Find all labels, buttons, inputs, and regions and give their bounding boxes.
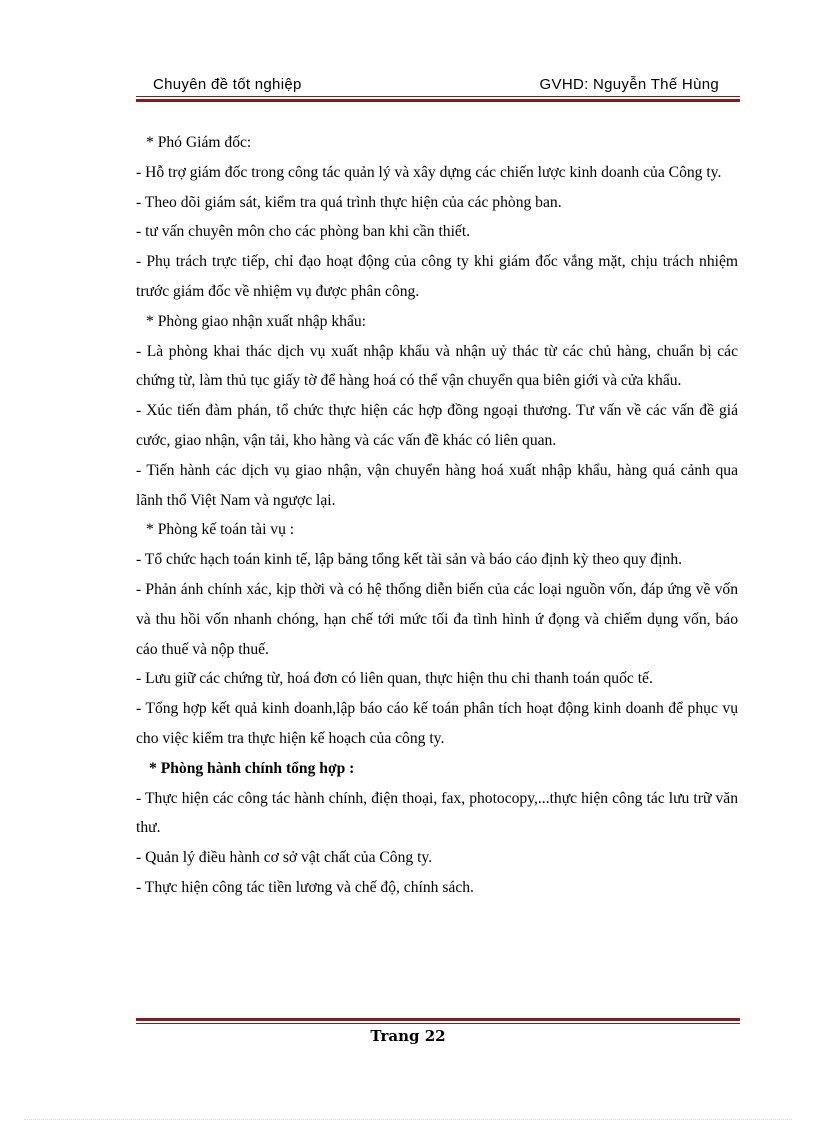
page-edge-divider: [24, 1119, 792, 1120]
list-item: - Lưu giữ các chứng từ, hoá đơn có liên quan, thực hiện thu chi thanh toán quốc tế.: [136, 670, 653, 688]
list-item: - Là phòng khai thác dịch vụ xuất nhập khẩu và nhận uỷ thác từ các chủ hàng, chuẩn bị các chứng từ, làm thủ tục giấy tờ để hàng hoá có thể vận chuyển qua biên giới và cửa khẩu.: [136, 342, 738, 390]
list-item: - Phản ánh chính xác, kịp thời và có hệ thống diễn biến của các loại nguồn vốn, đáp ứng về vốn và thu hồi vốn nhanh chóng, hạn chế tới mức tối đa tình hình ứ đọng và chiếm dụng vốn, báo cáo thuế và nộp thuế.: [136, 580, 738, 658]
section-heading-phong-giao-nhan: * Phòng giao nhận xuất nhập khẩu:: [146, 312, 367, 330]
list-item: - Tiến hành các dịch vụ giao nhận, vận chuyển hàng hoá xuất nhập khẩu, hàng quá cảnh qua lãnh thổ Việt Nam và ngược lại.: [136, 461, 738, 509]
list-item: - Theo dõi giám sát, kiểm tra quá trình thực hiện của các phòng ban.: [136, 193, 562, 211]
list-item: - Quản lý điều hành cơ sở vật chất của Công ty.: [136, 849, 433, 867]
header-supervisor: GVHD: Nguyễn Thế Hùng: [539, 76, 719, 93]
header-title: Chuyên đề tốt nghiệp: [153, 76, 302, 93]
section-heading-pho-giam-doc: * Phó Giám đốc:: [146, 134, 252, 151]
header-rule: [136, 96, 740, 102]
list-item: - Hỗ trợ giám đốc trong công tác quản lý và xây dựng các chiến lược kinh doanh của Công ty.: [136, 163, 722, 181]
document-body: [136, 128, 738, 903]
list-item: - Tổng hợp kết quả kinh doanh,lập báo cáo kế toán phân tích hoạt động kinh doanh để phục vụ cho việc kiểm tra thực hiện kế hoạch của công ty.: [136, 700, 738, 747]
list-item: - Thực hiện công tác tiền lương và chế độ, chính sách.: [136, 878, 474, 896]
list-item: - Xúc tiến đàm phán, tổ chức thực hiện các hợp đồng ngoại thương. Tư vấn về các vấn đề giá cước, giao nhận, vận tải, kho hàng và các vấn đề khác có liên quan.: [136, 402, 738, 449]
footer-rule: [136, 1018, 740, 1024]
list-item: - Thực hiện các công tác hành chính, điện thoại, fax, photocopy,...thực hiện công tác lưu trữ văn thư.: [136, 789, 738, 837]
section-heading-phong-hanh-chinh: * Phòng hành chính tổng hợp :: [149, 759, 355, 777]
list-item: - Tổ chức hạch toán kinh tế, lập bảng tổng kết tài sản và báo cáo định kỳ theo quy định.: [136, 551, 683, 569]
list-item: - Phụ trách trực tiếp, chỉ đạo hoạt động của công ty khi giám đốc vắng mặt, chịu trách nhiệm trước giám đốc về nhiệm vụ được phân công.: [136, 253, 738, 300]
list-item: - tư vấn chuyên môn cho các phòng ban khi cần thiết.: [136, 223, 471, 241]
page-number: Trang 22: [370, 1027, 446, 1045]
section-heading-phong-ke-toan: * Phòng kế toán tài vụ :: [146, 521, 295, 539]
